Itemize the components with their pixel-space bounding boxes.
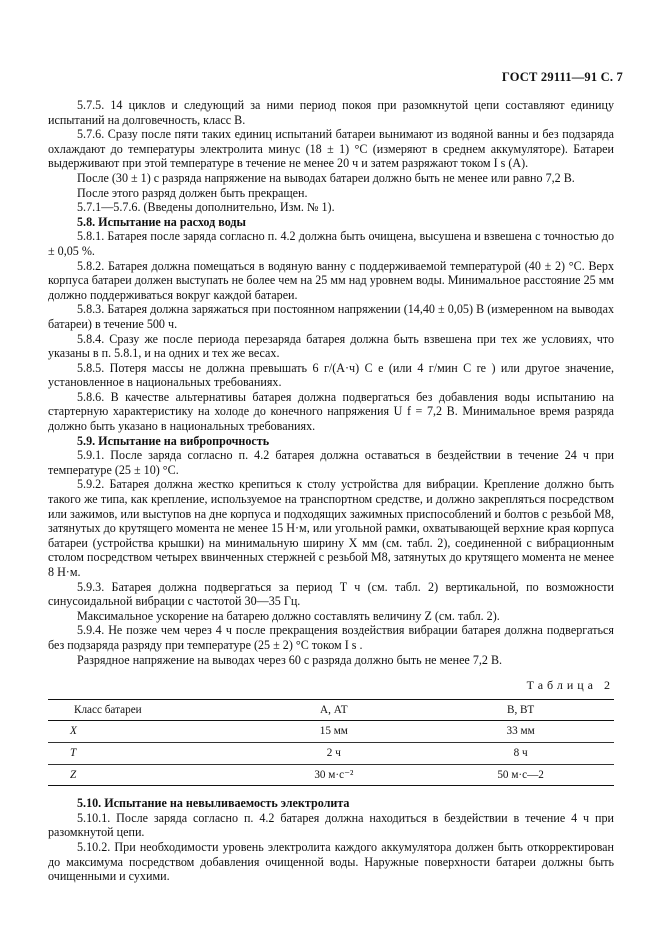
table-cell: 15 мм (240, 721, 427, 743)
table-header-row (48, 699, 614, 721)
para-5-7-5: 5.7.5. 14 циклов и следующий за ними период покоя при разомкнутой цепи составляют единицу испытаний на долговечность, класс В. (48, 98, 614, 127)
document-body (48, 98, 614, 884)
para-discharge-voltage: После (30 ± 1) с разряда напряжение на выводах батареи должно быть не менее или равно 7,2 В. (77, 170, 575, 185)
section-5-8-heading: 5.8. Испытание на расход воды (77, 214, 246, 229)
para-discharge-60s: Разрядное напряжение на выводах через 60 с разряда должно быть не менее 7,2 В. (77, 652, 503, 667)
para-max-acceleration: Максимальное ускорение на батарею должно составлять величину Z (см. табл. 2). (77, 608, 500, 623)
table-caption: Таблица 2 (526, 678, 614, 693)
table-cell: 30 м·с⁻² (240, 764, 427, 786)
para-5-9-4: 5.9.4. Не позже чем через 4 ч после прекращения воздействия вибрации батарея должна подвергаться без подзаряда разряду при температуре (25 ± 2) °С током I s . (48, 623, 614, 652)
table-row (48, 764, 614, 786)
para-5-8-1: 5.8.1. Батарея после заряда согласно п. 4.2 должна быть очищена, высушена и взвешена с точностью до ± 0,05 %. (48, 229, 614, 258)
para-5-8-6: 5.8.6. В качестве альтернативы батарея должна подвергаться без добавления воды испытанию на стартерную характеристику на холоде до конечного напряжения U f = 7,2 В. Минимальное время разряда должно быть указано в национальных требованиях. (48, 389, 614, 434)
para-5-10-2: 5.10.2. При необходимости уровень электролита каждого аккумулятора должен быть откорректирован до максимума посредством добавления очищенной воды. Наружные поверхности батареи должны быть очищенными и сухими. (48, 839, 614, 884)
para-5-7-6: 5.7.6. Сразу после пяти таких единиц испытаний батареи вынимают из водяной ванны и без подзаряда охлаждают до температуры электролита минус (18 ± 1) °С (измеряют в среднем аккумуляторе). Батареи выдерживают при этой температуре в течение не менее 20 ч и затем разряжают током I s (А). (48, 127, 614, 171)
para-5-8-2: 5.8.2. Батарея должна помещаться в водяную ванну с поддерживаемой температурой (40 ± 2) °С. Верх корпуса батареи должен выступать не более чем на 25 мм над уровнем воды. Минимальное расстояние 25 мм должно поддерживаться вокруг каждой батареи. (48, 258, 614, 302)
table-header-cell: А, АТ (240, 699, 427, 721)
table-cell: 50 м·с—2 (427, 764, 614, 786)
para-5-8-3: 5.8.3. Батарея должна заряжаться при постоянном напряжении (14,40 ± 0,05) В (измеренном на выводах батареи) в течение 500 ч. (48, 302, 614, 331)
para-5-8-5: 5.8.5. Потеря массы не должна превышать 6 г/(А·ч) C e (или 4 г/мин C re ) или другое значение, установленное в национальных требованиях. (48, 360, 614, 390)
table-cell: Z (70, 768, 77, 781)
table-header-cell: В, ВТ (427, 699, 614, 721)
para-5-9-1: 5.9.1. После заряда согласно п. 4.2 батарея должна оставаться в бездействии в течение 24 ч при температуре (25 ± 10) °С. (48, 448, 614, 477)
table-cell: T (70, 746, 77, 759)
section-5-10-heading: 5.10. Испытание на невыливаемость электролита (77, 796, 350, 811)
section-5-9-heading: 5.9. Испытание на вибропрочность (77, 433, 270, 448)
table-2 (48, 699, 614, 786)
table-cell: X (70, 725, 77, 738)
table-header-cell: Класс батареи (48, 699, 240, 721)
para-5-10-1: 5.10.1. После заряда согласно п. 4.2 батарея должна находиться в бездействии в течение 4 ч при разомкнутой цепи. (48, 810, 614, 840)
table-row (48, 721, 614, 743)
para-5-8-4: 5.8.4. Сразу же после периода перезаряда батарея должна быть взвешена при тех же условиях, что указаны в п. 5.8.1, и на одних и тех же весах. (48, 331, 614, 361)
table-cell: 8 ч (427, 742, 614, 764)
table-cell: 33 мм (427, 721, 614, 743)
para-amendment: 5.7.1—5.7.6. (Введены дополнительно, Изм. № 1). (77, 200, 335, 215)
para-5-9-2: 5.9.2. Батарея должна жестко крепиться к столу устройства для вибрации. Крепление должно быть такого же типа, как крепление, используемое на транспортном средстве, и должно закрепляться посредством или зажимов, или выступов на дне корпуса и подходящих зажимных приспособлений и болтов с резьбой М8, затянутых до крутящего момента не менее 15 Н·м, или угольной рамки, охватывающей верхние края корпуса батареи (устройства крышки) на минимальную ширину X мм (см. табл. 2), соединенной с вибрационным столом посредством четырех ввинченных стержней с резьбой М8, затянутых до крутящего момента не менее 8 Н·м. (48, 477, 614, 579)
page-header: ГОСТ 29111—91 С. 7 (501, 70, 623, 84)
table-row (48, 742, 614, 764)
table-cell: 2 ч (240, 742, 427, 764)
para-discharge-stop: После этого разряд должен быть прекращен. (77, 185, 308, 200)
para-5-9-3: 5.9.3. Батарея должна подвергаться за период T ч (см. табл. 2) вертикальной, по возможности синусоидальной вибрации с частотой 30—35 Гц. (48, 579, 614, 609)
